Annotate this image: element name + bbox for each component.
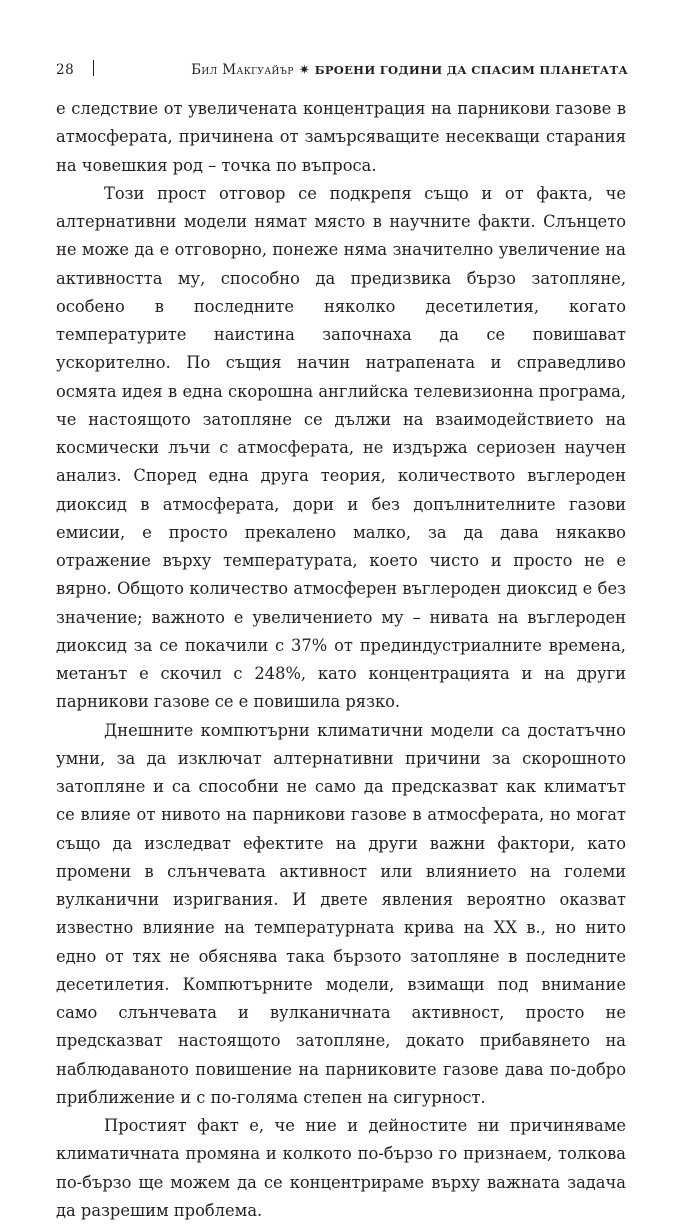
book-title: БРОЕНИ ГОДИНИ ДА СПАСИМ ПЛАНЕТАТА <box>314 63 628 77</box>
running-head <box>191 62 628 78</box>
paragraph-continuation: е следствие от увеличената концентрация на парникови газове в атмосферата, причинена от замърсяващите несекващи старания на човешкия род – точка по въпроса. <box>56 99 626 175</box>
paragraph: Този прост отговор се подкрепя също и от факта, че алтернативни модели нямат място в научните факти. Слънцето не може да е отговорно, понеже няма значително увеличение на активността му, способно да предизвика бързо затопляне, особено в последните няколко десетилетия, когато температурите наистина започнаха да се повишават ускорително. По същия начин натрапената и справедливо осмята идея в една скорошна английска телевизионна програма, че настоящото затопляне се дължи на взаимодействието на космически лъчи с атмосферата, не издържа сериозен научен анализ. Според една друга теория, количеството въглероден диоксид в атмосферата, дори и без допълнителните газови емисии, е просто прекалено малко, за да дава някакво отражение върху температурата, което чисто и просто не е вярно. Общото количество атмосферен въглероден диоксид е без значение; важното е увеличението му – нивата на въглероден диоксид за се покачили с 37% от прединдустриалните времена, метанът е скочил с 248%, като концентрацията и на други парникови газове се е повишила рязко. <box>56 183 626 712</box>
author-name: Бил Макгуайър <box>191 62 294 78</box>
ornament-icon: ✷ <box>298 63 310 78</box>
body-text <box>56 95 626 1225</box>
paragraph: Днешните компютърни климатични модели са достатъчно умни, за да изключат алтернативни причини за скорошното затопляне и са способни не само да предсказват как климатът се влияе от нивото на парникови газове в атмосферата, но могат също да изследват ефектите на други важни фактори, като промени в слънчевата активност или влиянието на големи вулканични изригвания. И двете явления вероятно оказват известно влияние на температурната крива на XX в., но нито едно от тях не обяснява така бързото затопляне в последните десетилетия. Компютърните модели, взимащи под внимание само слънчевата и вулканичната активност, просто не предсказват настоящото затопляне, докато прибавянето на наблюдаваното повишение на парниковите газове дава по-добро приближение и с по-голяма степен на сигурност. <box>56 720 626 1107</box>
page-header <box>56 56 628 80</box>
page-number: 28 <box>56 62 75 78</box>
paragraph: Простият факт е, че ние и дейностите ни причиняваме климатичната промяна и колкото по-бързо го признаем, толкова по-бързо ще можем да се концентрираме върху важната задача да разрешим проблема. <box>56 1116 626 1220</box>
header-divider <box>93 60 94 76</box>
